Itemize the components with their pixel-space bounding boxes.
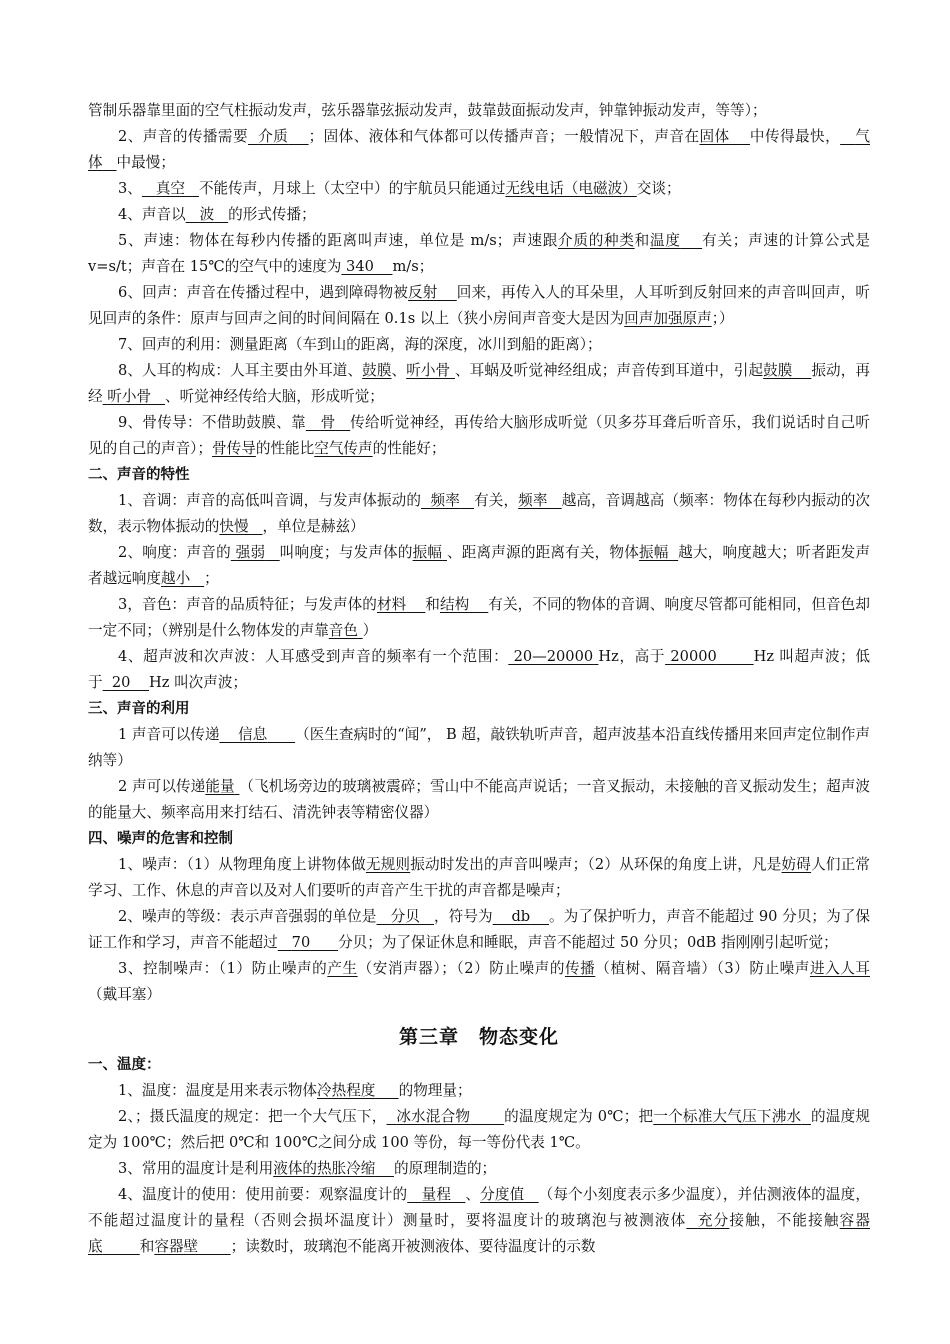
answer-blank: 反射	[407, 284, 438, 301]
text: 3、控制噪声：（1）防止噪声的	[118, 960, 328, 977]
text: 的原理制造的；	[393, 1160, 497, 1177]
answer-blank: 70	[291, 934, 311, 951]
text: Hz 叫超声波；低于	[88, 648, 870, 691]
answer-blank: 音色	[328, 622, 358, 639]
text: 4、声音以	[118, 206, 186, 223]
text: 叫响度；与发声体的	[279, 544, 413, 561]
answer-blank: 气体	[88, 128, 870, 171]
answer-blank: 产生	[327, 960, 358, 977]
answer-blank: 信息	[238, 726, 268, 743]
answer-blank: 骨传导	[212, 440, 256, 457]
text: 管制乐器靠里面的空气柱振动发声，弦乐器靠弦振动发声，鼓靠鼓面振动发声，钟靠钟振动发声，等等）；	[88, 102, 767, 119]
text: 振动，再经	[88, 362, 870, 405]
text: 不能传声，月球上（太空中）的宇航员只能通过	[198, 180, 506, 197]
text: 的性能好；	[372, 440, 446, 457]
answer-blank: 听小骨	[406, 362, 451, 379]
answer-blank: 液体的热胀冷缩	[273, 1160, 376, 1177]
text: 3、	[118, 180, 142, 197]
text: 有关，不同的物体的音调、响度尽管都可能相同，但音色却一定不同；（辨别是什么物体发的声靠	[88, 596, 870, 639]
answer-blank: 20000	[670, 648, 717, 665]
text: （医生查病时的“闻”， B 超，敲铁轨听声音，超声波基本沿直线传播用来回声定位制作声纳等）	[88, 726, 871, 769]
text: 、	[391, 362, 407, 379]
text: 的温度规定为 0℃；把	[504, 1108, 654, 1125]
text: 1、温度：温度是用来表示物体	[118, 1082, 318, 1099]
paragraph-ultrasound	[88, 644, 870, 696]
answer-blank: 一个标准大气压下沸水	[653, 1108, 802, 1125]
paragraph-noise-definition	[88, 852, 870, 904]
answer-blank: 冰水混合物	[396, 1108, 471, 1125]
answer-blank: 妨碍	[781, 856, 812, 873]
text: 2、声音的传播需要	[118, 128, 249, 145]
answer-blank: 结构	[439, 596, 470, 613]
text: 的温度规定为 100℃；然后把 0℃和 100℃之间分成 100 等份，每一等份代表 1℃。	[88, 1108, 870, 1151]
answer-blank: 340	[346, 258, 374, 275]
text: 有关，	[474, 492, 519, 509]
answer-blank: 材料	[377, 596, 407, 613]
text: 和	[425, 596, 440, 613]
text: ；读数时，玻璃泡不能离开被测液体、要待温度计的示数	[230, 1238, 596, 1255]
answer-blank: 无规则	[365, 856, 411, 873]
answer-blank: 空气传声	[314, 440, 373, 457]
text: 3，音色：声音的品质特征；与发声体的	[118, 596, 377, 613]
text: 2、；摄氏温度的规定：把一个大气压下，	[118, 1108, 387, 1125]
paragraph-ear	[88, 358, 870, 410]
paragraph-information	[88, 722, 870, 774]
text: 1、音调：声音的高低叫音调，与发声体振动的	[118, 492, 422, 509]
paragraph-instruments	[88, 98, 870, 124]
text: 越大，响度越大；听者距发声者越远响度	[88, 544, 870, 587]
paragraph-vacuum	[88, 176, 870, 202]
section-heading-characteristics: 二、声音的特性	[88, 467, 190, 483]
text: 。为了保护听力，声音不能超过 90 分贝；为了保证工作和学习，声音不能超过	[88, 908, 870, 951]
paragraph-propagation	[88, 124, 870, 176]
paragraph-loudness	[88, 540, 870, 592]
section-heading-uses: 三、声音的利用	[88, 701, 190, 717]
answer-blank: 充分	[697, 1212, 730, 1229]
answer-blank: 20	[111, 674, 131, 691]
answer-blank: 振幅	[638, 544, 669, 561]
text: 1、噪声：（1）从物理角度上讲物体做	[118, 856, 366, 873]
text: ；）	[711, 310, 734, 327]
text: ；	[204, 570, 219, 587]
answer-blank: 鼓膜	[763, 362, 793, 379]
text: 越高，音调越高（频率：物体在每秒内振动的次数，表示物体振动的	[88, 492, 870, 535]
answer-blank: 传播	[564, 960, 596, 977]
text: ；固体、液体和气体都可以传播声音；一般情况下，声音在	[308, 128, 700, 145]
text: 4、温度计的使用：使用前要：观察温度计的	[118, 1186, 408, 1203]
paragraph-thermometer-use	[88, 1182, 870, 1260]
text: Hz，高于	[598, 648, 666, 665]
text: 和	[139, 1238, 155, 1255]
text: 振动时发出的声音叫噪声；（2）从环保的角度上讲，凡是	[410, 856, 782, 873]
answer-blank: 容器底	[88, 1212, 870, 1255]
text: ，单位是赫兹）	[262, 518, 365, 535]
answer-blank: 进入人耳	[809, 960, 870, 977]
paragraph-noise-level	[88, 904, 870, 956]
text: 的形式传播；	[228, 206, 316, 223]
answer-blank: 介质的种类	[558, 232, 635, 249]
text: 、距离声源的距离有关，物体	[446, 544, 639, 561]
answer-blank: 容器壁	[154, 1238, 199, 1255]
answer-blank: 听小骨	[107, 388, 152, 405]
paragraph-thermometer-principle	[88, 1156, 870, 1182]
paragraph-bone	[88, 410, 870, 462]
answer-blank: 20—20000	[513, 648, 594, 665]
text: 接触，不能接触	[729, 1212, 840, 1229]
text: 、耳蜗及听觉神经组成；声音传到耳道中，引起	[454, 362, 764, 379]
text: 、听觉神经传给大脑，形成听觉；	[164, 388, 384, 405]
answer-blank: db	[511, 908, 531, 925]
text: 中传得最快，	[749, 128, 841, 145]
answer-blank: 快慢	[219, 518, 249, 535]
text: 分贝；为了保证休息和睡眠，声音不能超过 50 分贝；0dB 指刚刚引起听觉；	[338, 934, 838, 951]
answer-blank: 介质	[258, 128, 289, 145]
answer-blank: 冷热程度	[317, 1082, 376, 1099]
answer-blank: 真空	[155, 180, 186, 197]
answer-blank: 骨	[320, 414, 336, 431]
text: m/s；	[392, 258, 434, 275]
section-heading-temperature: 一、温度：	[88, 1057, 161, 1073]
text: 1 声音可以传递	[118, 726, 220, 743]
answer-blank: 波	[199, 206, 215, 223]
text: 回来，再传入人的耳朵里，人耳听到反射回来的声音叫回声，听见回声的条件：原声与回声之间的时间间隔在 0.1s 以上（狭小房间声音变大是因为	[88, 284, 870, 327]
answer-blank: 频率	[430, 492, 460, 509]
text: 6、回声：声音在传播过程中，遇到障碍物被	[118, 284, 408, 301]
paragraph-speed	[88, 228, 870, 280]
paragraph-wave	[88, 202, 870, 228]
text: ）	[362, 622, 378, 639]
paragraph-energy	[88, 774, 870, 826]
text: 和	[634, 232, 650, 249]
paragraph-noise-control	[88, 956, 870, 1008]
text: 9、骨传导：不借助鼓膜、靠	[118, 414, 306, 431]
paragraph-timbre	[88, 592, 870, 644]
answer-blank: 能量	[205, 778, 235, 795]
answer-blank: 分贝	[390, 908, 420, 925]
text: 交谈；	[636, 180, 681, 197]
chapter-title: 第三章 物态变化	[398, 1026, 559, 1048]
text: 7、回声的利用：测量距离（车到山的距离，海的深度，冰川到船的距离）；	[118, 336, 602, 353]
text: 、	[465, 1186, 481, 1203]
answer-blank: 量程	[421, 1186, 452, 1203]
paragraph-echo-use	[88, 332, 870, 358]
answer-blank: 鼓膜	[362, 362, 392, 379]
paragraph-temperature	[88, 1078, 870, 1104]
answer-blank: 强弱	[235, 544, 266, 561]
paragraph-echo	[88, 280, 870, 332]
text: Hz 叫次声波；	[149, 674, 248, 691]
text: （安消声器）；（2）防止噪声的	[357, 960, 565, 977]
text: （飞机场旁边的玻璃被震碎；雪山中不能高声说话；一音叉振动，未接触的音叉振动发生；超声波的能量大、频率高用来打结石、清洗钟表等精密仪器）	[88, 778, 870, 821]
text: ，符号为	[434, 908, 493, 925]
paragraph-celsius	[88, 1104, 870, 1156]
text: 2、噪声的等级：表示声音强弱的单位是	[118, 908, 377, 925]
text: 2、响度：声音的	[118, 544, 231, 561]
answer-blank: 温度	[650, 232, 681, 249]
answer-blank: 振幅	[412, 544, 443, 561]
text: （戴耳塞）	[88, 986, 161, 1003]
text: 4、超声波和次声波：人耳感受到声音的频率有一个范围：	[118, 648, 509, 665]
text: （每个小刻度表示多少温度），并估测液体的温度，不能超过温度计的量程（否则会损坏温度计）测量时，要将温度计的玻璃泡与被测液体	[88, 1186, 870, 1229]
text: 5、声速：物体在每秒内传播的距离叫声速，单位是 m/s；声速跟	[118, 232, 559, 249]
text: 8、人耳的构成：人耳主要由外耳道、	[118, 362, 363, 379]
answer-blank: 回声加强原声	[624, 310, 712, 327]
text: 的性能比	[255, 440, 315, 457]
text: 有关；声速的计算公式是 v=s/t；声音在 15℃的空气中的速度为	[88, 232, 870, 275]
text: 人们正常学习、工作、休息的声音以及对人们要听的声音产生干扰的声音都是噪声；	[88, 856, 870, 899]
text: 的物理量；	[398, 1082, 472, 1099]
answer-blank: 越小	[160, 570, 191, 587]
answer-blank: 固体	[699, 128, 730, 145]
answer-blank: 无线电话（电磁波）	[505, 180, 637, 197]
answer-blank: 频率	[518, 492, 548, 509]
answer-blank: 分度值	[480, 1186, 525, 1203]
text: 2 声可以传递	[118, 778, 206, 795]
text: 3、常用的温度计是利用	[118, 1160, 274, 1177]
text: 传给听觉神经，再传给大脑形成听觉（贝多芬耳聋后听音乐，我们说话时自己听见的自己的声音）；	[88, 414, 870, 457]
text: （植树、隔音墙）（3）防止噪声	[595, 960, 810, 977]
text: 中最慢；	[116, 154, 175, 171]
section-heading-noise: 四、噪声的危害和控制	[88, 831, 233, 847]
paragraph-pitch	[88, 488, 870, 540]
